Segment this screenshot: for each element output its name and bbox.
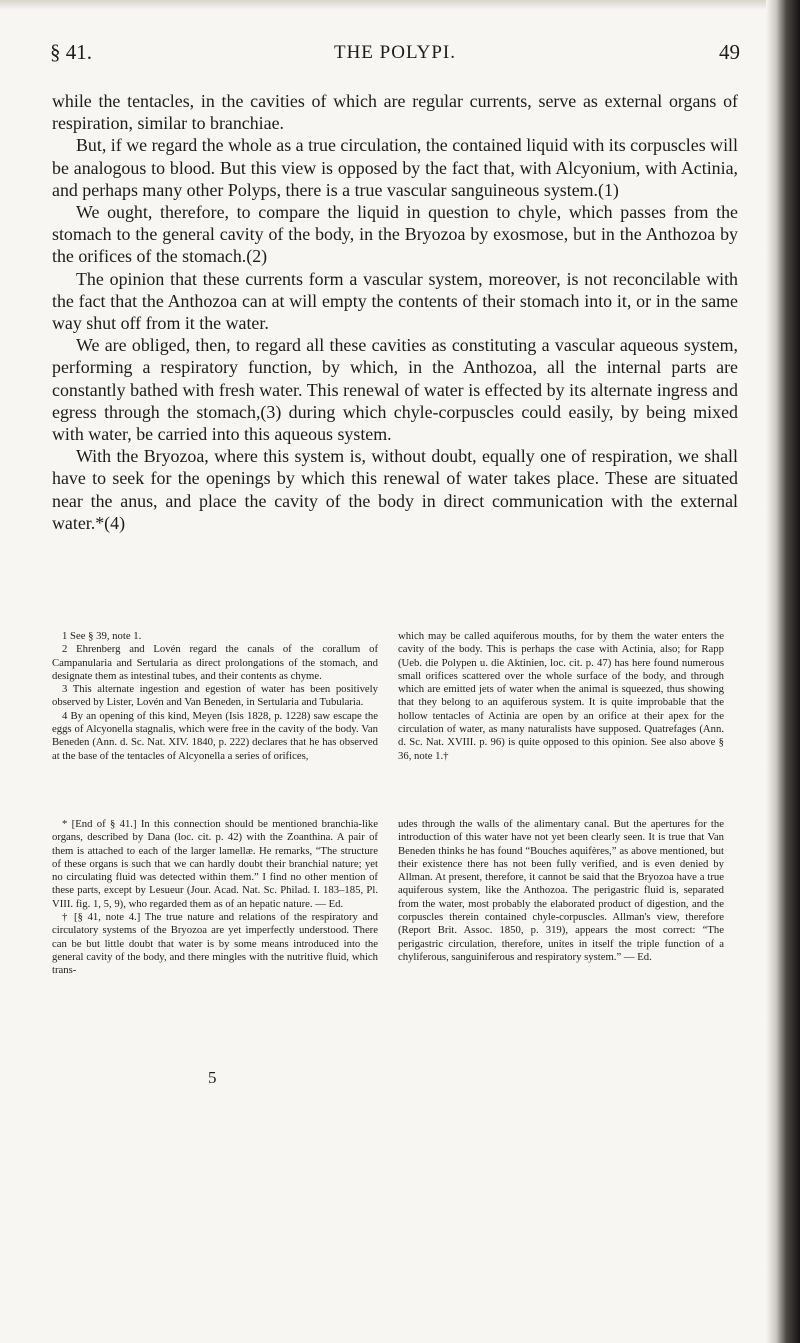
footnote: 1 See § 39, note 1. [62,630,142,642]
footnote: which may be called aquiferous mouths, for by them the water enters the cavity of the body. This is perhaps the case with Actinia, also; for Rapp (Ueb. die Polypen u. die Aktinien, loc. cit. p. 47) has here found numerous small orifices scattered over the whole surface of the body, and through which are emitted jets of water when the animal is squeezed, thus showing that they belong to an aquiferous system. It is quite improbable that the hollow tentacles of Actinia are open by an orifice at their apex for the circulation of water, as many naturalists have supposed. Quatrefages (Ann. d. Sc. Nat. XVIII. p. 96) is quite opposed to this opinion. See also above § 36, note 1.† [398,630,724,762]
footnote: 2 Ehrenberg and Lovén regard the canals of the corallum of Campanularia and Sertularia as direct prolongations of the stomach, and designate them as intestinal tubes, and their contents as chyme. [52,643,378,682]
footnotes-left-column [52,630,378,763]
paragraph: But, if we regard the whole as a true circulation, the contained liquid with its corpuscles will be analogous to blood. But this view is opposed by the fact that, with Alcyonium, with Actinia, and perhaps many other Polyps, there is a true vascular sanguineous system.(1) [52,135,738,200]
editor-notes-left-column [52,818,378,978]
page-number: 49 [719,40,740,64]
editor-note: * [End of § 41.] In this connection should be mentioned branchia-like organs, described by Dana (loc. cit. p. 42) with the Zoanthina. A pair of them is attached to each of the larger lamellæ. He remarks, “The structure of these organs is such that we can hardly doubt their branchial nature; yet no circulating fluid was detected within them.” I find no other mention of these parts, except by Lesueur (Jour. Acad. Nat. Sc. Philad. I. 183–185, Pl. VIII. fig. 1, 5, 9), who regarded them as of an hepatic nature. — Ed. [52,818,378,910]
footnotes-right-column [398,630,724,763]
signature-mark: 5 [208,1068,217,1087]
section-number: § 41. [50,40,92,64]
running-header [50,40,740,70]
paragraph: while the tentacles, in the cavities of which are regular currents, serve as external organs of respiration, similar to branchiae. [52,91,738,134]
top-edge-shadow [0,0,800,10]
paragraph: We ought, therefore, to compare the liquid in question to chyle, which passes from the stomach to the general cavity of the body, in the Bryozoa by exosmose, but in the Anthozoa by the orifices of the stomach.(2) [52,202,738,267]
editor-note: † [§ 41, note 4.] The true nature and relations of the respiratory and circulatory systems of the Bryozoa are yet imperfectly understood. There can be but little doubt that water is by some means introduced into the general cavity of the body, and there mingles with the nutritive fluid, which trans- [52,911,378,977]
paragraph: The opinion that these currents form a vascular system, moreover, is not reconcilable with the fact that the Anthozoa can at will empty the contents of their stomach into it, or in the same way shut off from it the water. [52,268,738,334]
running-title: THE POLYPI. [333,42,457,63]
paragraph: We are obliged, then, to regard all these cavities as constituting a vascular aqueous system, performing a respiratory function, by which, in the Anthozoa, all the internal parts are constantly bathed with fresh water. This renewal of water is effected by its alternate ingress and egress through the stomach,(3) during which chyle-corpuscles could easily, by being mixed with water, be carried into this aqueous system. [52,335,738,445]
book-spine-shadow [766,0,800,1343]
editor-notes-right-column [398,818,724,964]
main-text [52,90,738,534]
footnote: 3 This alternate ingestion and egestion of water has been positively observed by Lister, Lovén and Van Beneden, in Sertularia and Tubularia. [52,683,378,709]
editor-note: udes through the walls of the alimentary canal. But the apertures for the introduction of this water have not yet been clearly seen. It is true that Van Beneden thinks he has found “Bouches aquifères,” as above mentioned, but their existence there has not been fully verified, and is even denied by Allman. At present, therefore, it cannot be said that the Bryozoa have a true aquiferous system, like the Anthozoa. The perigastric fluid is, separated from the water, most probably the elaborated product of digestion, and the corpuscles therein contained chyle-corpuscles. Allman's view, therefore (Report Brit. Assoc. 1850, p. 319), appears the most correct: “The perigastric circulation, therefore, unites in itself the triple function of a chyliferous, sanguiniferous and respiratory system.” — Ed. [398,818,724,963]
footnote: 4 By an opening of this kind, Meyen (Isis 1828, p. 1228) saw escape the eggs of Alcyonella stagnalis, which were free in the cavity of the body. Van Beneden (Ann. d. Sc. Nat. XIV. 1840, p. 222) declares that he has observed at the base of the tentacles of Alcyonella a series of orifices, [52,709,378,762]
paragraph: With the Bryozoa, where this system is, without doubt, equally one of respiration, we shall have to seek for the openings by which this renewal of water takes place. These are situated near the anus, and place the cavity of the body in direct communication with the external water.*(4) [52,446,738,533]
